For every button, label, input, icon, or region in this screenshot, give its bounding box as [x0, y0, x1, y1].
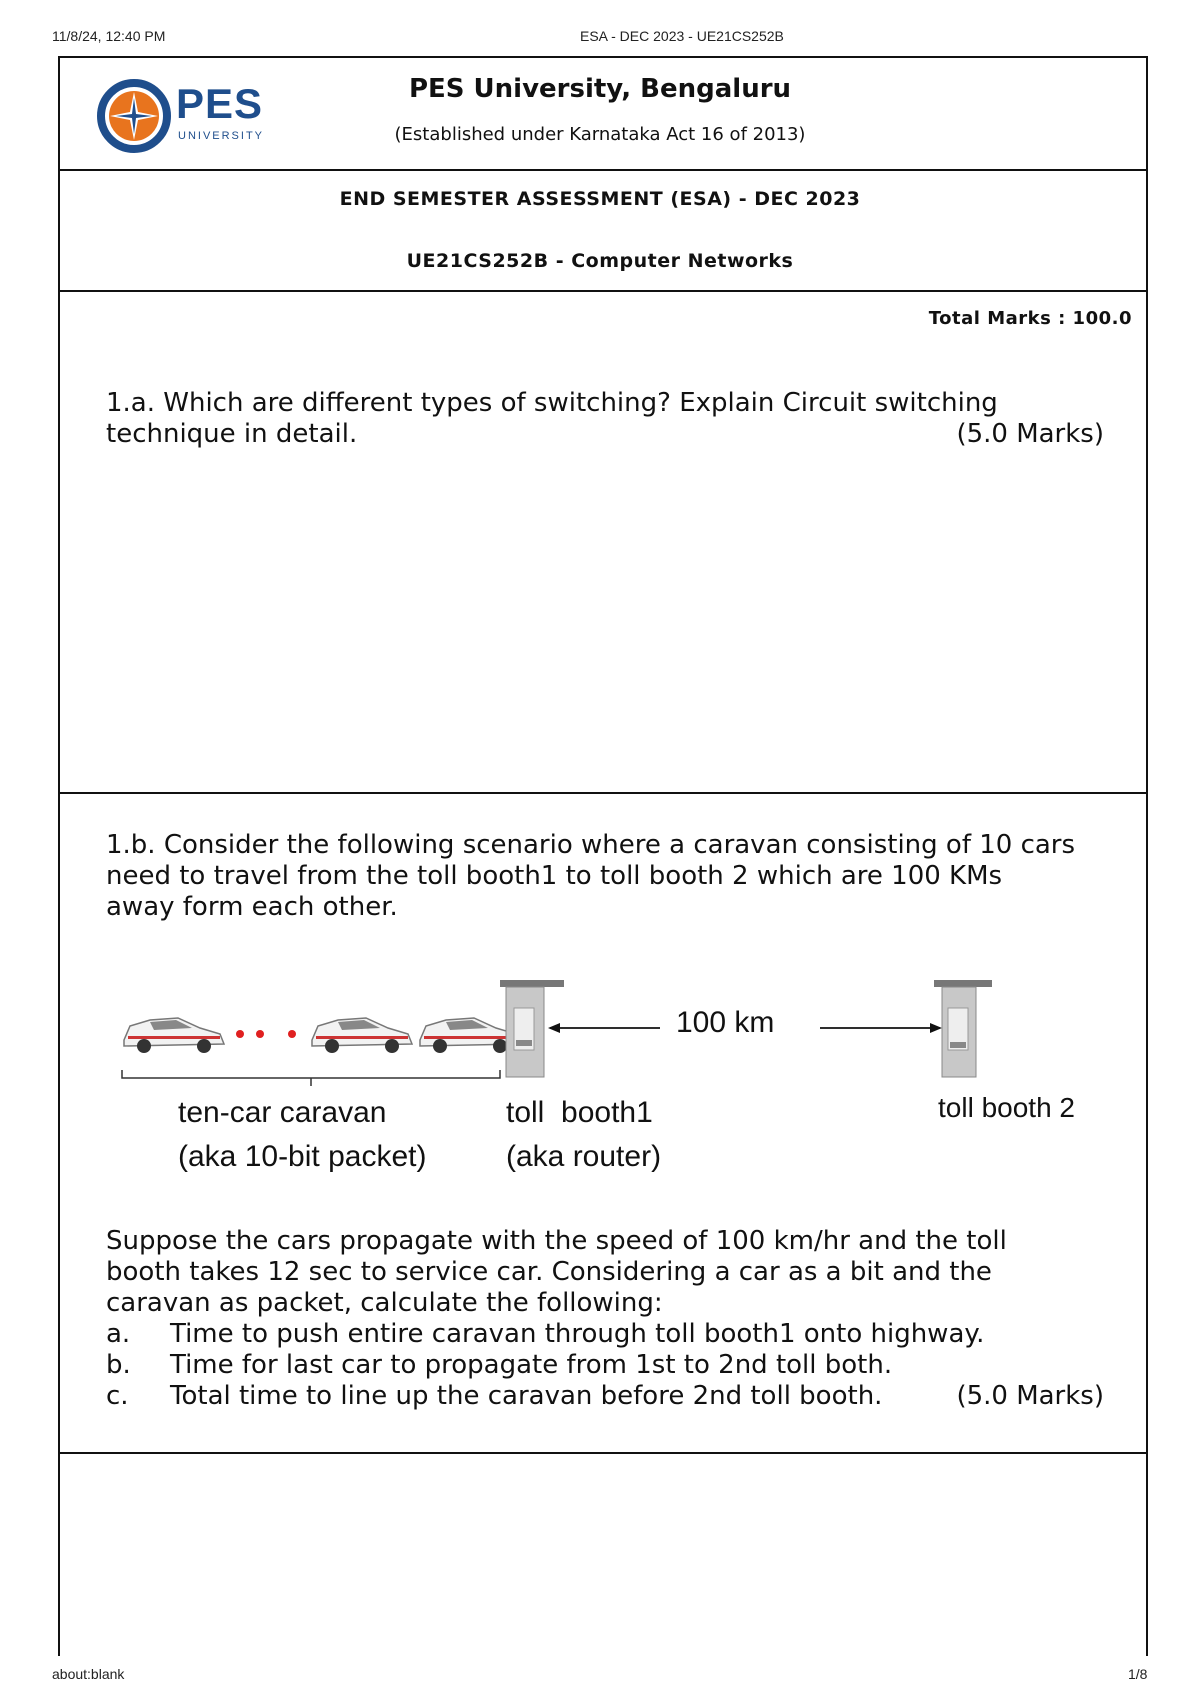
list-item-label: a.	[106, 1319, 131, 1349]
question-1a-line1: 1.a. Which are different types of switching? Explain Circuit switching	[106, 388, 998, 418]
question-1b-line1: 1.b. Consider the following scenario where a caravan consisting of 10 cars	[106, 830, 1076, 860]
list-item-text: Time to push entire caravan through toll booth1 onto highway.	[170, 1319, 985, 1349]
question-1b-line3: away form each other.	[106, 892, 398, 922]
arrow-right-icon	[820, 1023, 942, 1033]
logo-text: PES	[176, 80, 264, 127]
frame-top-border	[58, 56, 1148, 58]
caravan-brace-icon	[122, 1070, 500, 1086]
print-url: about:blank	[52, 1666, 125, 1682]
divider-course	[58, 290, 1148, 292]
university-established: (Established under Karnataka Act 16 of 2013)	[394, 124, 806, 145]
question-1a-line2: technique in detail.	[106, 419, 358, 449]
course-title: UE21CS252B - Computer Networks	[406, 250, 794, 272]
list-item-label: c.	[106, 1381, 129, 1411]
caravan-diagram	[120, 970, 1120, 1180]
car-icon	[312, 1018, 412, 1053]
distance-label: 100 km	[676, 1006, 775, 1039]
car-icon	[420, 1018, 520, 1053]
question-1b-marks: (5.0 Marks)	[956, 1381, 1104, 1411]
car-icon	[124, 1018, 224, 1053]
logo-subtext: UNIVERSITY	[178, 130, 265, 142]
booth1-alias-label: (aka router)	[506, 1140, 662, 1173]
print-datetime: 11/8/24, 12:40 PM	[52, 28, 166, 44]
arrow-left-icon	[548, 1023, 660, 1033]
question-1b-body3: caravan as packet, calculate the following:	[106, 1288, 663, 1318]
list-item-label: b.	[106, 1350, 131, 1380]
divider-header	[58, 169, 1148, 171]
total-marks: Total Marks : 100.0	[928, 308, 1132, 329]
exam-title: END SEMESTER ASSESSMENT (ESA) - DEC 2023	[339, 188, 861, 210]
caravan-alias-label: (aka 10-bit packet)	[178, 1140, 427, 1173]
divider-q1b	[58, 1452, 1148, 1454]
question-1b-body1: Suppose the cars propagate with the speed of 100 km/hr and the toll	[106, 1226, 1007, 1256]
question-1a-marks: (5.0 Marks)	[956, 419, 1104, 449]
print-title: ESA - DEC 2023 - UE21CS252B	[580, 28, 784, 44]
frame-left-border	[58, 56, 60, 1656]
pes-logo	[96, 78, 266, 154]
frame-right-border	[1146, 56, 1148, 1656]
list-item-text: Total time to line up the caravan before 2nd toll booth.	[170, 1381, 883, 1411]
red-dot-icon	[236, 1030, 244, 1038]
list-item	[106, 1319, 984, 1350]
red-dot-icon	[288, 1030, 296, 1038]
list-item	[106, 1381, 882, 1412]
red-dot-icon	[256, 1030, 264, 1038]
list-item	[106, 1350, 892, 1381]
question-1b-line2: need to travel from the toll booth1 to toll booth 2 which are 100 KMs	[106, 861, 1003, 891]
toll-booth-2-icon	[934, 980, 992, 1077]
question-1b-body2: booth takes 12 sec to service car. Considering a car as a bit and the	[106, 1257, 992, 1287]
booth1-label: toll booth1	[506, 1096, 653, 1129]
university-name: PES University, Bengaluru	[408, 74, 792, 104]
caravan-label: ten-car caravan	[178, 1096, 387, 1129]
booth2-label: toll booth 2	[938, 1092, 1075, 1123]
divider-q1a	[58, 792, 1148, 794]
list-item-text: Time for last car to propagate from 1st to 2nd toll both.	[170, 1350, 893, 1380]
print-page-number: 1/8	[1128, 1666, 1148, 1682]
